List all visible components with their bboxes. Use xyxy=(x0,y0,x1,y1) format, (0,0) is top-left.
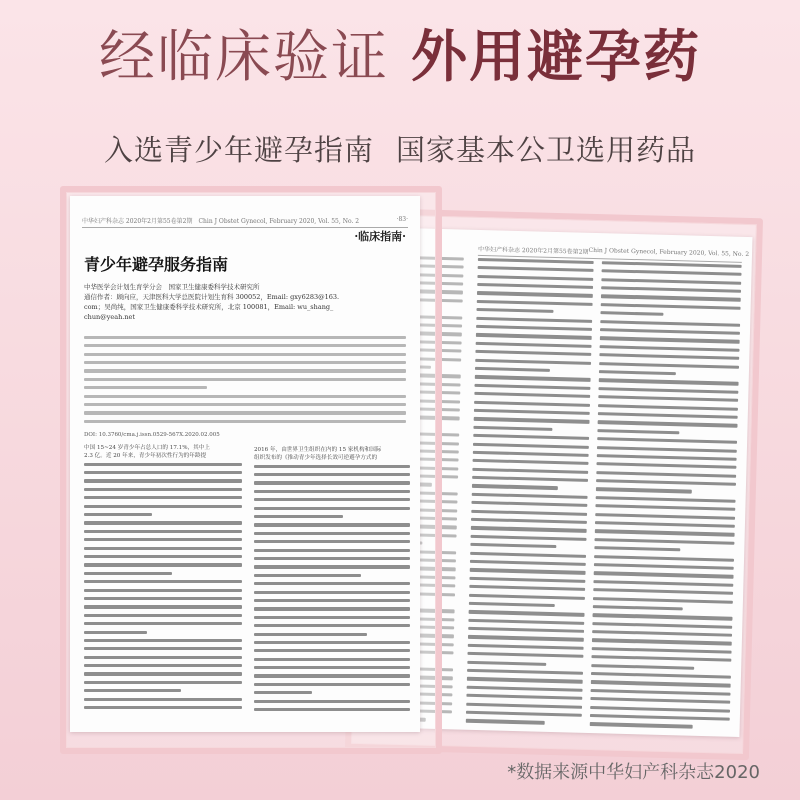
text-line xyxy=(254,597,410,605)
text-line xyxy=(84,553,242,561)
back-running-head-right: Chin J Obstet Gynecol, February 2020, Vol. 55, No. 2 xyxy=(588,246,750,259)
text-line xyxy=(84,511,242,519)
text-line xyxy=(254,488,410,496)
text-line xyxy=(84,595,242,603)
text-line xyxy=(84,662,242,670)
text-line xyxy=(84,461,242,469)
text-line xyxy=(84,704,242,712)
text-line xyxy=(254,522,410,530)
text-line xyxy=(84,384,406,392)
text-line xyxy=(254,513,410,521)
text-line xyxy=(254,589,410,597)
text-line xyxy=(84,410,406,418)
text-line xyxy=(254,664,410,672)
text-line xyxy=(254,605,410,613)
text-line xyxy=(84,570,242,578)
text-line xyxy=(84,687,242,695)
body-right-line-1: 2016 年，由世界卫生组织在内的 15 家机构和国际 xyxy=(254,447,382,453)
front-running-head-right: ·83· xyxy=(396,216,408,223)
text-line xyxy=(254,681,410,689)
author-line-4: chun@yeah.net xyxy=(84,313,135,321)
article-title: 青少年避孕服务指南 xyxy=(84,255,229,274)
author-line-1: 中华医学会计划生育学分会 国家卫生健康委科学技术研究所 xyxy=(84,283,260,291)
text-line xyxy=(84,503,242,511)
text-line xyxy=(84,587,242,595)
headline-bold-text: 外用避孕药 xyxy=(411,25,701,90)
body-left-line-2: 2.3 亿。近 20 年来，青少年初次性行为的年龄提 xyxy=(84,453,207,460)
back-column-1 xyxy=(466,256,594,729)
text-line xyxy=(84,620,242,628)
back-running-head-left: 中华妇产科杂志 2020年2月第55卷第2期 xyxy=(477,245,589,256)
text-line xyxy=(254,614,410,622)
body-left-filler xyxy=(84,461,242,713)
front-running-head-left: 中华妇产科杂志 2020年2月第55卷第2期 Chin J Obstet Gynecol, February 2020, Vol. 55, No. 2 xyxy=(82,218,360,225)
source-note: *数据来源中华妇产科杂志2020 xyxy=(507,762,760,783)
abstract-block xyxy=(84,334,406,426)
text-line xyxy=(84,486,242,494)
text-line xyxy=(84,393,406,401)
front-running-head xyxy=(82,216,408,228)
text-line xyxy=(84,671,242,679)
front-journal-page xyxy=(70,196,420,732)
text-line xyxy=(84,561,242,569)
text-line xyxy=(254,563,410,571)
text-line xyxy=(254,639,410,647)
text-line xyxy=(84,637,242,645)
subtitle-part-2: 国家基本公卫选用药品 xyxy=(396,133,697,167)
text-line xyxy=(84,334,406,342)
section-tag: ·临床指南· xyxy=(354,230,406,243)
subtitle-part-1: 入选青少年避孕指南 xyxy=(103,133,374,167)
author-block xyxy=(84,282,384,322)
text-line xyxy=(84,629,242,637)
back-column-2 xyxy=(590,259,742,732)
text-line xyxy=(84,679,242,687)
text-line xyxy=(254,572,410,580)
body-left-line-1: 中国 15~24 岁青少年占总人口的 17.1%，其中上 xyxy=(84,445,210,451)
text-line xyxy=(84,603,242,611)
text-line xyxy=(84,612,242,620)
text-line xyxy=(254,555,410,563)
text-line xyxy=(254,656,410,664)
text-line xyxy=(84,520,242,528)
text-line xyxy=(254,538,410,546)
text-line xyxy=(84,418,406,426)
subtitle xyxy=(0,128,800,169)
text-line xyxy=(84,494,242,502)
text-line xyxy=(254,463,410,471)
text-line xyxy=(84,359,406,367)
text-line xyxy=(84,376,406,384)
text-line xyxy=(84,351,406,359)
text-line xyxy=(254,698,410,706)
body-right-filler xyxy=(254,463,410,715)
text-line xyxy=(84,654,242,662)
text-line xyxy=(84,401,406,409)
text-line xyxy=(84,645,242,653)
text-line xyxy=(254,647,410,655)
text-line xyxy=(254,631,410,639)
text-line xyxy=(254,580,410,588)
text-line xyxy=(84,536,242,544)
author-line-3: com；吴尚纯，国家卫生健康委科学技术研究所，北京 100081，Email: wu_shang_ xyxy=(84,303,334,311)
text-line xyxy=(254,547,410,555)
text-line xyxy=(84,368,406,376)
author-line-2: 通信作者：顾向应，天津医科大学总医院计划生育科 300052，Email: gxy6283@163. xyxy=(84,293,340,301)
doi-line: DOI: 10.3760/cma.j.issn.0529-567X.2020.02.005 xyxy=(84,432,220,438)
body-right-line-2: 组织发布的《推动青少年选择长效可逆避孕方式的 xyxy=(254,455,378,462)
headline xyxy=(0,22,800,94)
text-line xyxy=(254,622,410,630)
text-line xyxy=(84,545,242,553)
text-line xyxy=(84,696,242,704)
text-line xyxy=(254,505,410,513)
text-line xyxy=(254,673,410,681)
text-line xyxy=(84,342,406,350)
text-line xyxy=(84,578,242,586)
text-line xyxy=(254,706,410,714)
text-line xyxy=(254,530,410,538)
text-line xyxy=(254,480,410,488)
text-line xyxy=(254,689,410,697)
body-column-left xyxy=(84,444,242,713)
headline-light-text: 经临床验证 xyxy=(99,25,389,90)
text-line xyxy=(254,496,410,504)
text-line xyxy=(84,469,242,477)
text-line xyxy=(84,528,242,536)
body-column-right xyxy=(254,446,410,715)
text-line xyxy=(84,478,242,486)
text-line xyxy=(254,471,410,479)
